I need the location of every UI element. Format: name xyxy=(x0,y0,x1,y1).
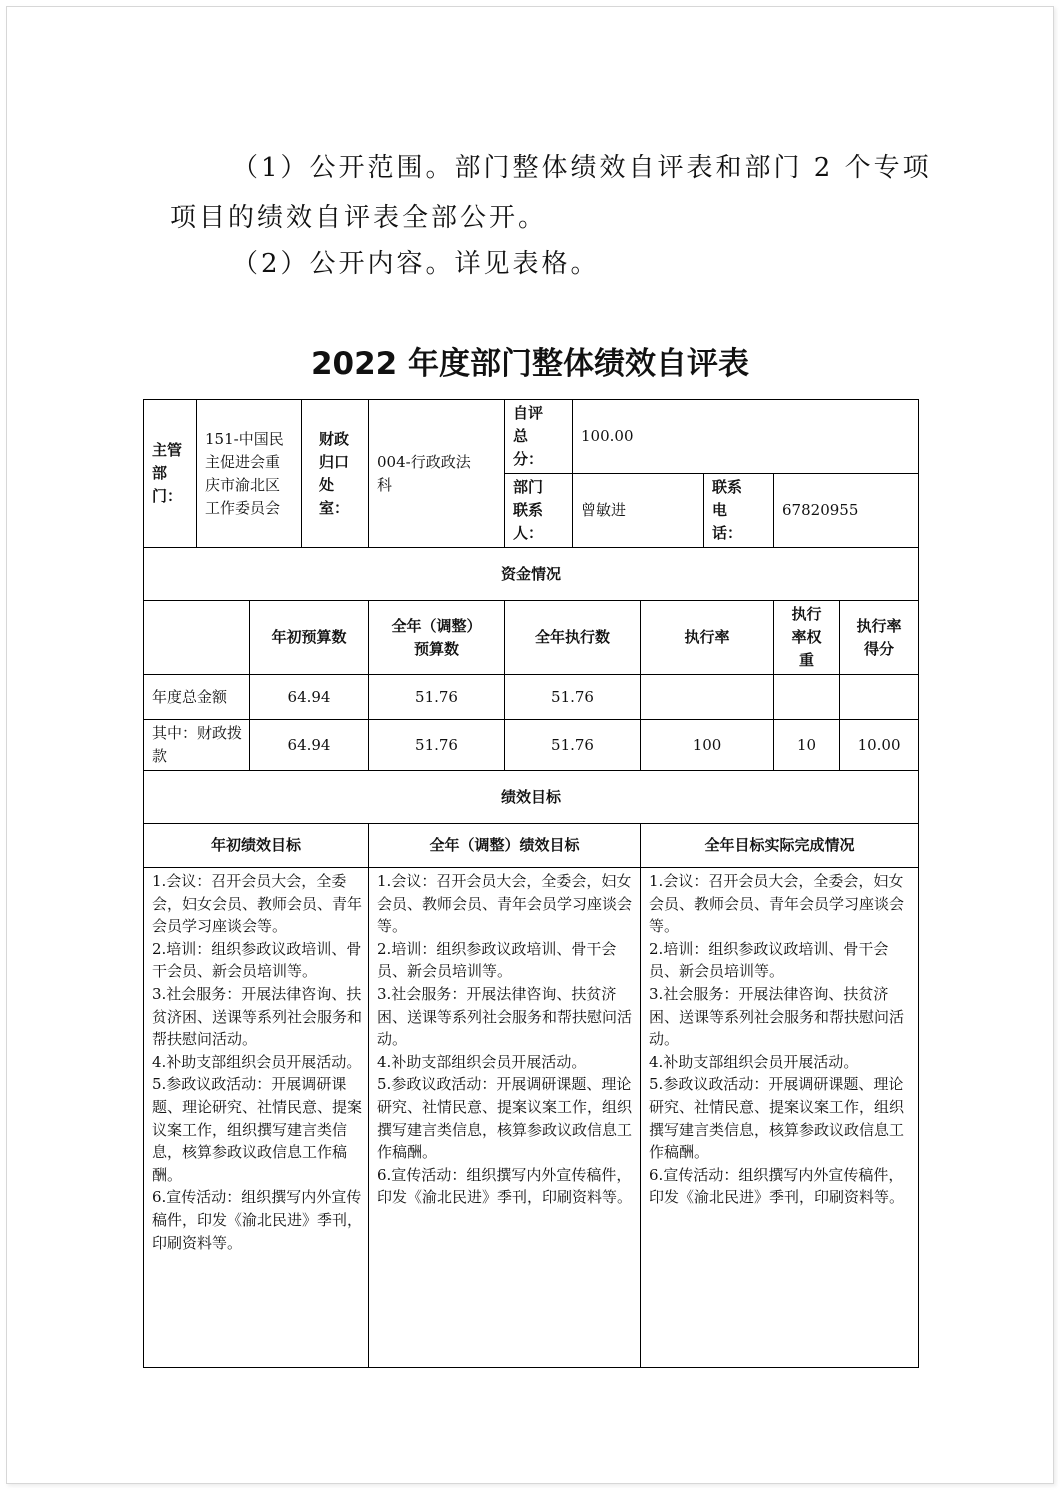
goal-item: 1.会议：召开会员大会，全委会，妇女会员、教师会员、青年会员学习座谈会等。 xyxy=(152,872,363,936)
goal-item: 5.参政议政活动：开展调研课题、理论研究、社情民意、提案议案工作，组织撰写建言类信息，核算参政议政信息工作稿酬。 xyxy=(152,1075,363,1184)
goals-col-adjusted: 全年（调整）绩效目标 xyxy=(369,824,641,868)
goals-content-row xyxy=(144,868,919,1368)
funds-col-initial: 年初预算数 xyxy=(250,601,369,675)
funds-cell-adjusted: 51.76 xyxy=(369,675,505,720)
funds-col-score: 执行率得分 xyxy=(840,601,919,675)
goal-item: 3.社会服务：开展法律咨询、扶贫济困、送课等系列社会服务和帮扶慰问活动。 xyxy=(649,984,905,1049)
funds-col-rate: 执行率 xyxy=(641,601,774,675)
goal-item: 2.培训：组织参政议政培训、骨干会员、新会员培训等。 xyxy=(377,939,617,981)
phone-label: 联系电话： xyxy=(704,474,774,548)
funds-section-title: 资金情况 xyxy=(144,548,919,601)
header-row-1 xyxy=(144,400,919,474)
funds-cell-rate: 100 xyxy=(641,720,774,771)
score-value: 100.00 xyxy=(573,400,919,474)
funds-cell-initial: 64.94 xyxy=(250,720,369,771)
intro-paragraph-2: （2）公开内容。详见表格。 xyxy=(232,249,600,279)
funds-cell-adjusted: 51.76 xyxy=(369,720,505,771)
funds-cell-initial: 64.94 xyxy=(250,675,369,720)
goals-initial-cell xyxy=(144,868,369,1368)
goal-item: 5.参政议政活动：开展调研课题、理论研究、社情民意、提案议案工作，组织撰写建言类信息，核算参政议政信息工作稿酬。 xyxy=(649,1075,905,1162)
goals-col-actual: 全年目标实际完成情况 xyxy=(641,824,919,868)
funds-cell-weight: 10 xyxy=(774,720,840,771)
funds-cell-weight xyxy=(774,675,840,720)
score-label: 自评总分： xyxy=(505,400,573,474)
goal-item: 2.培训：组织参政议政培训、骨干会员、新会员培训等。 xyxy=(152,939,362,981)
funds-row-label: 年度总金额 xyxy=(144,675,250,720)
finance-label: 财政归口处室： xyxy=(302,400,369,548)
funds-cell-rate xyxy=(641,675,774,720)
goal-item: 3.社会服务：开展法律咨询、扶贫济困、送课等系列社会服务和帮扶慰问活动。 xyxy=(152,984,363,1049)
funds-cell-executed: 51.76 xyxy=(505,675,641,720)
funds-header-blank xyxy=(144,601,250,675)
goal-item: 3.社会服务：开展法律咨询、扶贫济困、送课等系列社会服务和帮扶慰问活动。 xyxy=(377,984,633,1049)
funds-col-executed: 全年执行数 xyxy=(505,601,641,675)
funds-row-label: 其中：财政拨款 xyxy=(144,720,250,771)
funds-row-fiscal xyxy=(144,720,919,771)
funds-col-adjusted: 全年（调整）预算数 xyxy=(369,601,505,675)
funds-section-row xyxy=(144,548,919,601)
goals-section-row xyxy=(144,771,919,824)
funds-cell-score xyxy=(840,675,919,720)
goals-adjusted-cell xyxy=(369,868,641,1368)
dept-label: 主管部门： xyxy=(144,400,197,548)
goal-item: 4.补助支部组织会员开展活动。 xyxy=(649,1052,859,1071)
evaluation-table xyxy=(143,399,919,1368)
goals-actual-cell xyxy=(641,868,919,1368)
dept-value: 151-中国民主促进会重庆市渝北区工作委员会 xyxy=(197,400,302,548)
funds-header-row xyxy=(144,601,919,675)
goal-item: 5.参政议政活动：开展调研课题、理论研究、社情民意、提案议案工作，组织撰写建言类信息，核算参政议政信息工作稿酬。 xyxy=(377,1075,633,1162)
goal-item: 4.补助支部组织会员开展活动。 xyxy=(377,1052,587,1071)
goal-item: 1.会议：召开会员大会，全委会，妇女会员、教师会员、青年会员学习座谈会等。 xyxy=(649,872,905,936)
goal-item: 6.宣传活动：组织撰写内外宣传稿件，印发《渝北民进》季刊，印刷资料等。 xyxy=(649,1165,905,1207)
document-title: 2022 年度部门整体绩效自评表 xyxy=(310,346,750,382)
goals-col-initial: 年初绩效目标 xyxy=(144,824,369,868)
funds-cell-executed: 51.76 xyxy=(505,720,641,771)
contact-value: 曾敏进 xyxy=(573,474,704,548)
funds-col-weight: 执行率权重 xyxy=(774,601,840,675)
finance-value: 004-行政政法科 xyxy=(369,400,505,548)
goals-header-row xyxy=(144,824,919,868)
intro-paragraph-1: （1）公开范围。部门整体绩效自评表和部门 2 个专项 xyxy=(232,153,932,183)
goal-item: 4.补助支部组织会员开展活动。 xyxy=(152,1052,362,1071)
goal-item: 1.会议：召开会员大会，全委会，妇女会员、教师会员、青年会员学习座谈会等。 xyxy=(377,872,633,936)
goals-section-title: 绩效目标 xyxy=(144,771,919,824)
intro-paragraph-1-cont: 项目的绩效自评表全部公开。 xyxy=(170,203,548,233)
contact-label: 部门联系人： xyxy=(505,474,573,548)
goal-item: 6.宣传活动：组织撰写内外宣传稿件，印发《渝北民进》季刊，印刷资料等。 xyxy=(152,1188,363,1252)
funds-row-total xyxy=(144,675,919,720)
goal-item: 6.宣传活动：组织撰写内外宣传稿件，印发《渝北民进》季刊，印刷资料等。 xyxy=(377,1165,633,1207)
funds-cell-score: 10.00 xyxy=(840,720,919,771)
goal-item: 2.培训：组织参政议政培训、骨干会员、新会员培训等。 xyxy=(649,939,889,981)
phone-value: 67820955 xyxy=(774,474,919,548)
